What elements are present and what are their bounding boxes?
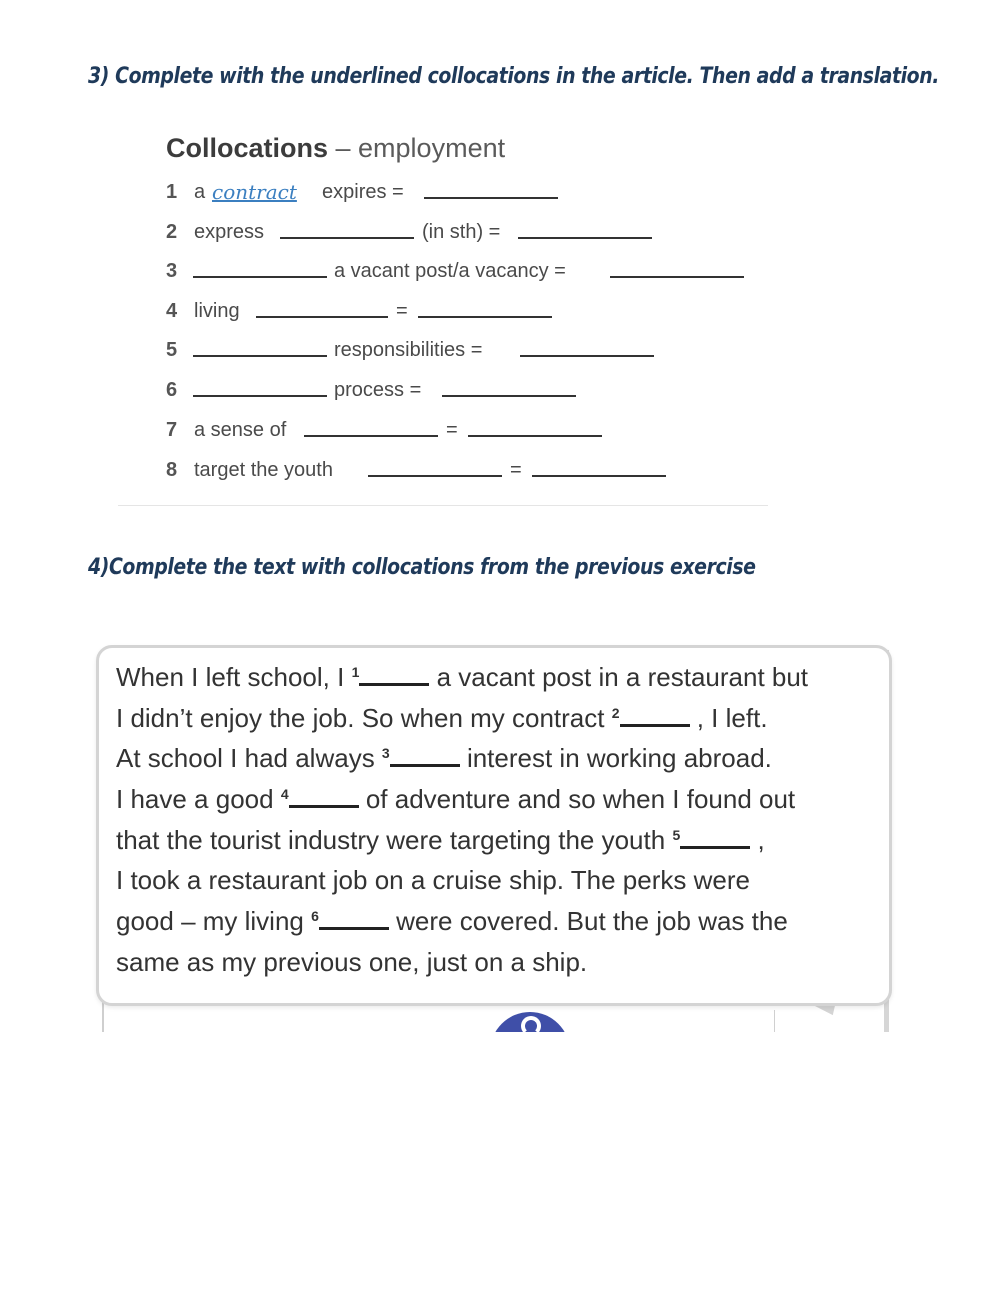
line-text: I took a restaurant job on a cruise ship. The perks were [116, 865, 750, 895]
gap-number: 6 [311, 908, 319, 924]
line-text: When I left school, I [116, 662, 352, 692]
collocations-title-bold: Collocations [166, 133, 329, 163]
line-text: , I left. [689, 703, 768, 733]
section-divider [118, 505, 768, 506]
translation-blank[interactable] [468, 435, 602, 437]
translation-blank[interactable] [418, 316, 552, 318]
row-text-a: target the youth [194, 459, 333, 481]
line-text: At school I had always [116, 743, 382, 773]
text-line-6 [116, 865, 750, 896]
translation-blank[interactable] [610, 276, 744, 278]
line-text: interest in working abroad. [459, 743, 772, 773]
answer-blank[interactable] [424, 197, 558, 199]
page-bottom-blank [0, 1032, 1000, 1291]
gap-6[interactable] [319, 923, 389, 930]
row-number: 8 [166, 459, 178, 481]
row-text-b: expires = [322, 181, 404, 203]
gap-number: 2 [611, 705, 620, 721]
line-text: I have a good [116, 784, 281, 814]
row-number: 7 [166, 419, 178, 441]
card-inner-edge [774, 1010, 775, 1032]
row-number: 2 [166, 221, 178, 243]
handwritten-word: contract [212, 180, 297, 204]
row-text-a: a sense of [194, 419, 287, 441]
answer-blank[interactable] [193, 276, 327, 278]
translation-blank[interactable] [532, 475, 666, 477]
row-number: 3 [166, 260, 178, 282]
answer-blank[interactable] [368, 475, 502, 477]
gap-number: 1 [351, 664, 360, 680]
answer-blank[interactable] [304, 435, 438, 437]
line-text: same as my previous one, just on a ship. [116, 947, 588, 977]
row-number: 1 [166, 181, 178, 203]
answer-blank[interactable] [256, 316, 388, 318]
row-text-b: process = [334, 379, 422, 401]
row-text-a: express [194, 221, 265, 243]
gap-4[interactable] [289, 801, 359, 808]
translation-blank[interactable] [442, 395, 576, 397]
text-line-2 [116, 703, 768, 734]
collocations-title-rest: – employment [328, 133, 506, 163]
row-number: 6 [166, 379, 178, 401]
line-text: I didn’t enjoy the job. So when my contract [116, 703, 612, 733]
line-text: of adventure and so when I found out [358, 784, 796, 814]
text-line-7 [116, 906, 788, 937]
row-text-b: responsibilities = [334, 339, 483, 361]
row-text-b: = [446, 419, 458, 441]
gap-1[interactable] [359, 679, 429, 686]
text-line-5 [116, 825, 765, 856]
line-text: were covered. But the job was the [388, 906, 788, 936]
text-line-3 [116, 743, 772, 774]
text-line-1 [116, 662, 808, 693]
answer-blank[interactable] [280, 237, 414, 239]
answer-blank[interactable] [193, 395, 327, 397]
row-text-b: a vacant post/a vacancy = [334, 260, 566, 282]
row-text-a: a [194, 181, 206, 203]
row-text-b: (in sth) = [422, 221, 501, 243]
gap-number: 5 [672, 827, 681, 843]
gap-number: 3 [381, 745, 390, 761]
translation-blank[interactable] [518, 237, 652, 239]
translation-blank[interactable] [520, 355, 654, 357]
line-text: good – my living [116, 906, 312, 936]
text-line-8 [116, 947, 587, 978]
gap-5[interactable] [680, 842, 750, 849]
row-text-b: = [396, 300, 408, 322]
collocations-title [166, 133, 505, 164]
card-left-edge [102, 1000, 104, 1032]
gap-number: 4 [280, 786, 289, 802]
gap-3[interactable] [390, 760, 460, 767]
line-text: that the tourist industry were targeting the youth [116, 825, 673, 855]
row-text-b: = [510, 459, 522, 481]
line-text: a vacant post in a restaurant but [429, 662, 809, 692]
answer-blank[interactable] [193, 355, 327, 357]
row-number: 5 [166, 339, 178, 361]
exercise-3-instruction: 3) Complete with the underlined collocations in the article. Then add a translation. [88, 64, 940, 89]
line-text: , [750, 825, 765, 855]
row-text-a: living [194, 300, 240, 322]
text-line-4 [116, 784, 795, 815]
gap-2[interactable] [620, 720, 690, 727]
exercise-4-instruction: 4)Complete the text with collocations from the previous exercise [88, 555, 756, 580]
row-number: 4 [166, 300, 178, 322]
